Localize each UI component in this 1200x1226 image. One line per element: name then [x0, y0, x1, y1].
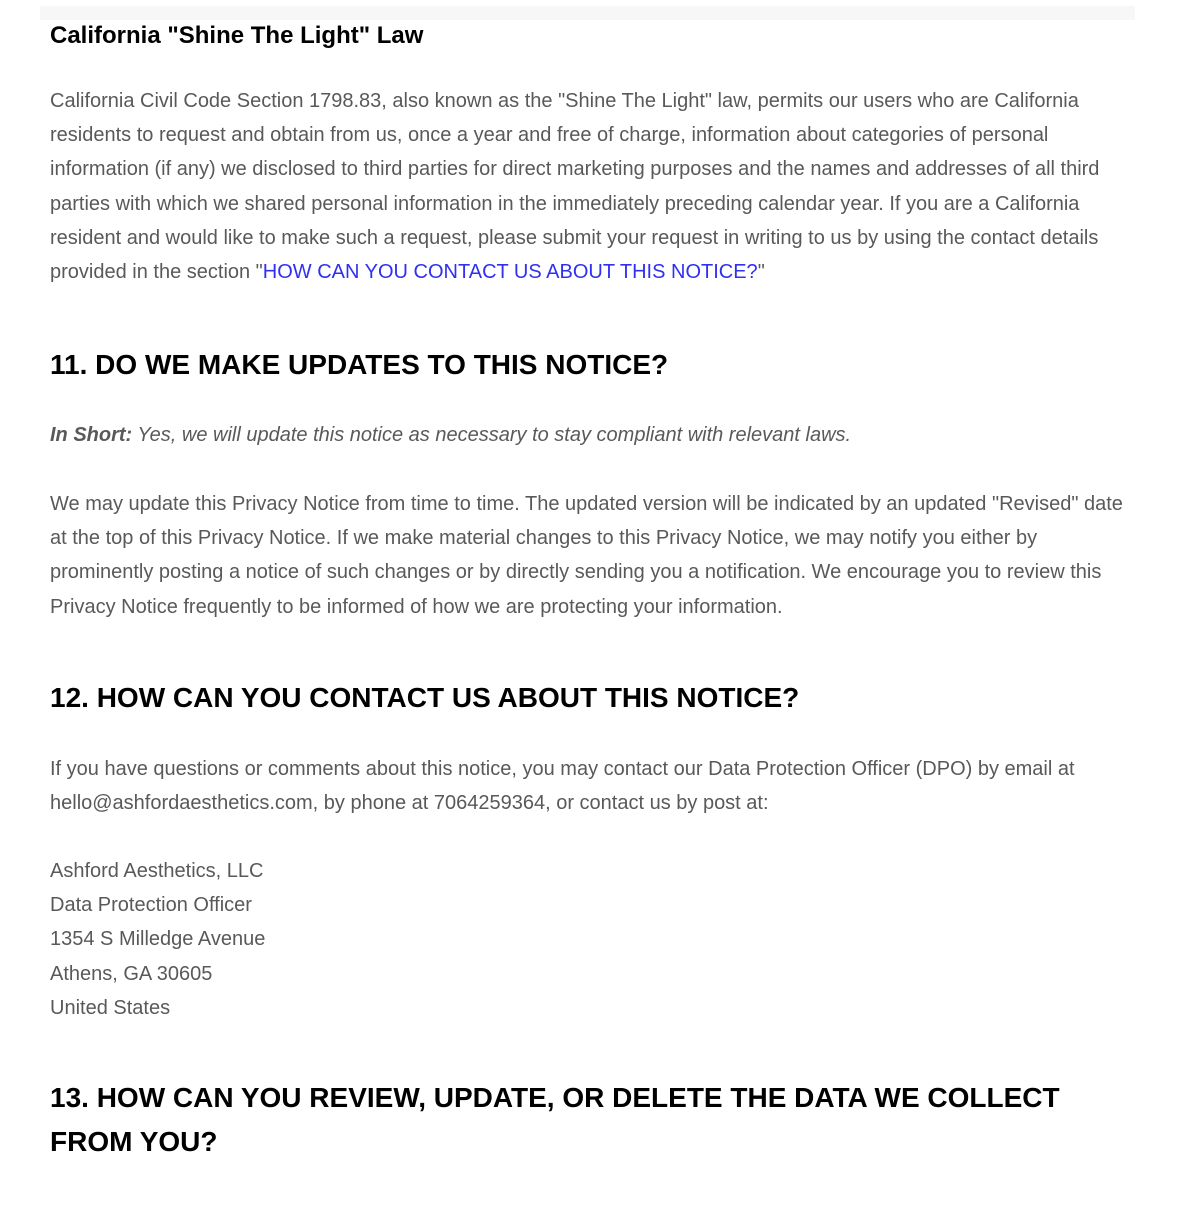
address-street: 1354 S Milledge Avenue	[50, 928, 266, 951]
section-12-body: If you have questions or comments about this notice, you may contact our Data Protection Officer (DPO) by email at hello@ashfordaesthetics.com, by phone at 7064259364, or contact us by post at:	[50, 758, 1075, 815]
ccpa-body-end: "	[757, 261, 765, 284]
section-12-heading: 12. HOW CAN YOU CONTACT US ABOUT THIS NOTICE?	[50, 682, 800, 713]
in-short-text: Yes, we will update this notice as necessary to stay compliant with relevant laws.	[132, 424, 852, 446]
address-company: Ashford Aesthetics, LLC	[50, 860, 264, 882]
postal-address	[50, 854, 1140, 1025]
address-dpo: Data Protection Officer	[50, 894, 252, 917]
section-11-heading: 11. DO WE MAKE UPDATES TO THIS NOTICE?	[50, 349, 669, 380]
top-divider-strip	[40, 6, 1135, 20]
contact-section-link[interactable]: HOW CAN YOU CONTACT US ABOUT THIS NOTICE?	[262, 261, 758, 284]
section-11-in-short	[50, 418, 1140, 452]
in-short-label: In Short:	[50, 424, 133, 446]
section-11-body: We may update this Privacy Notice from time to time. The updated version will be indicated by an updated "Revised" date at the top of this Privacy Notice. If we make material changes to this Privacy Notice, we may notify you either by prominently posting a notice of such changes or by directly sending you a notification. We encourage you to review this Privacy Notice frequently to be informed of how we are protecting your information.	[50, 493, 1123, 618]
address-country: United States	[50, 996, 171, 1019]
ccpa-shine-the-light-paragraph	[50, 84, 1140, 289]
address-city: Athens, GA 30605	[50, 962, 213, 985]
section-13-heading: 13. HOW CAN YOU REVIEW, UPDATE, OR DELETE THE DATA WE COLLECT FROM YOU?	[50, 1082, 1060, 1157]
ccpa-shine-the-light-heading: California "Shine The Light" Law	[50, 22, 424, 49]
ccpa-body-text: California Civil Code Section 1798.83, also known as the "Shine The Light" law, permits our users who are California residents to request and obtain from us, once a year and free of charge, information about categories of personal information (if any) we disclosed to third parties for direct marketing purposes and the names and addresses of all third parties with which we shared personal information in the immediately preceding calendar year. If you are a California resident and would like to make such a request, please submit your request in writing to us by using the contact details provided in the section "	[50, 90, 1100, 284]
